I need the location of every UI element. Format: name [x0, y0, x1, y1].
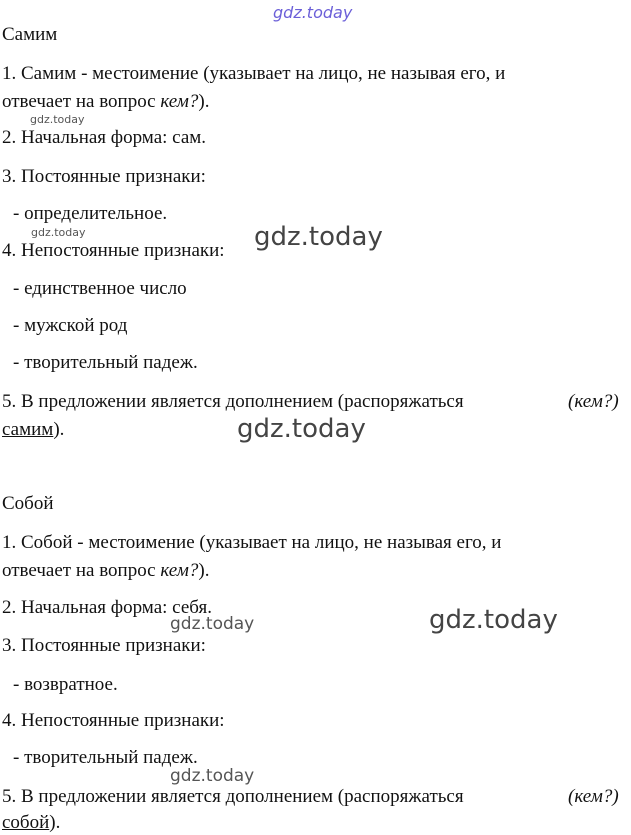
- list-item: - творительный падеж.: [13, 352, 198, 373]
- question-kem: кем?: [160, 560, 199, 581]
- paragraph-1-line-2: отвечает на вопрос кем?).: [2, 91, 210, 112]
- list-item: - мужской род: [13, 315, 128, 336]
- paragraph-2: 2. Начальная форма: сам.: [2, 127, 207, 148]
- list-item: - единственное число: [13, 278, 187, 299]
- watermark-large: gdz.today: [429, 605, 558, 635]
- watermark-top: gdz.today: [273, 3, 353, 22]
- watermark-large: gdz.today: [254, 222, 383, 252]
- question-kem: кем?: [160, 91, 199, 112]
- list-item: - возвратное.: [13, 674, 118, 695]
- paragraph-2: 2. Начальная форма: себя.: [2, 597, 212, 618]
- watermark-medium: gdz.today: [170, 766, 255, 786]
- paragraph-4: 4. Непостоянные признаки:: [2, 710, 225, 731]
- paragraph-1-line-1: 1. Самим - местоимение (указывает на лицо, не называя его, и: [2, 63, 506, 84]
- paragraph-4: 4. Непостоянные признаки:: [2, 240, 225, 261]
- watermark-large: gdz.today: [237, 414, 366, 444]
- list-item: - определительное.: [13, 203, 168, 224]
- paragraph-5-line-1: 5. В предложении является дополнением (распоряжаться: [2, 786, 464, 807]
- watermark-small: gdz.today: [30, 113, 85, 126]
- watermark-small: gdz.today: [31, 226, 86, 239]
- paragraph-3: 3. Постоянные признаки:: [2, 635, 206, 656]
- question-kem: (кем?): [568, 786, 619, 807]
- watermark-medium: gdz.today: [170, 614, 255, 634]
- paragraph-1-line-1: 1. Собой - местоимение (указывает на лицо, не называя его, и: [2, 532, 502, 553]
- question-kem: (кем?): [568, 391, 619, 412]
- paragraph-3: 3. Постоянные признаки:: [2, 166, 206, 187]
- list-item: - творительный падеж.: [13, 747, 198, 768]
- section-title-soboy: Собой: [2, 493, 54, 514]
- paragraph-5-line-2: самим).: [2, 419, 65, 440]
- paragraph-1-line-2: отвечает на вопрос кем?).: [2, 560, 210, 581]
- section-title-samim: Самим: [2, 24, 58, 45]
- paragraph-5-line-1: 5. В предложении является дополнением (распоряжаться: [2, 391, 464, 412]
- paragraph-5-line-2: собой).: [2, 812, 61, 833]
